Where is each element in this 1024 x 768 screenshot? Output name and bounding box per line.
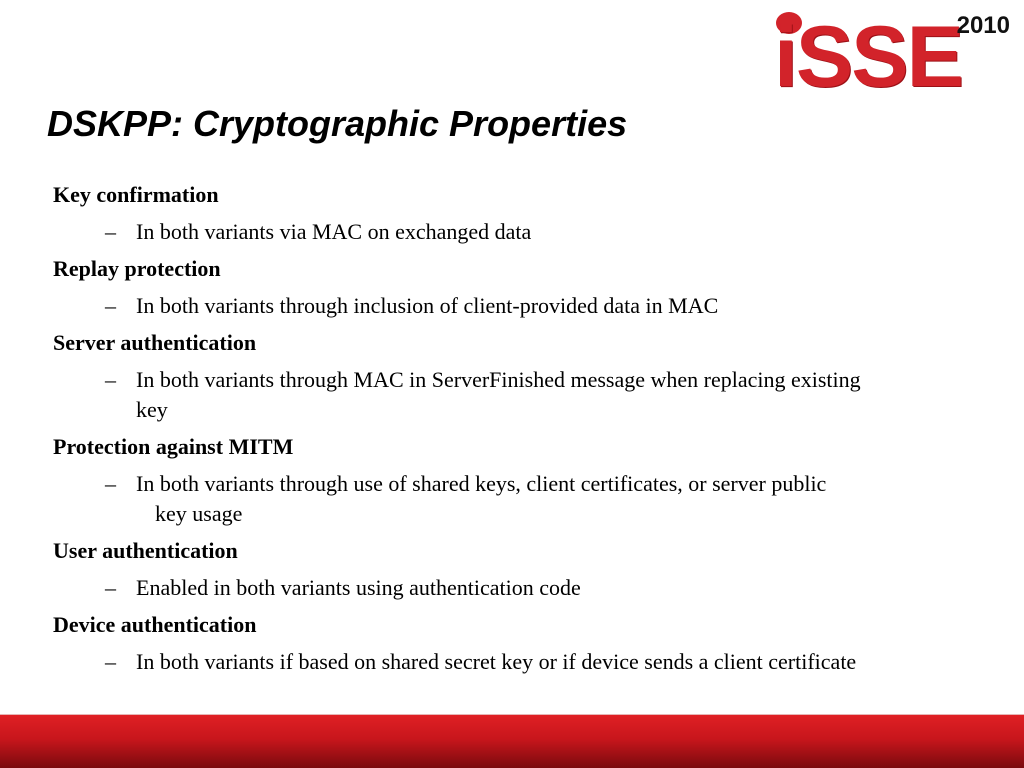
- bullet-dash: –: [105, 575, 116, 600]
- bullet-user-authentication: [53, 573, 876, 603]
- bullet-text: Enabled in both variants using authentication code: [136, 575, 581, 600]
- bullet-text-line1: In both variants through use of shared keys, client certificates, or server public: [136, 471, 827, 496]
- heading-user-authentication: User authentication: [53, 538, 238, 563]
- slide-title: DSKPP: Cryptographic Properties: [47, 103, 628, 144]
- bullet-dash: –: [105, 293, 116, 318]
- bullet-text: In both variants if based on shared secret key or if device sends a client certificate: [136, 649, 857, 674]
- bullet-dash: –: [105, 219, 116, 244]
- bullet-key-confirmation: [53, 217, 876, 247]
- heading-replay-protection: Replay protection: [53, 256, 221, 281]
- bullet-protection-against-mitm: [53, 469, 956, 529]
- bullet-dash: –: [105, 649, 116, 674]
- heading-key-confirmation: Key confirmation: [53, 182, 219, 207]
- logo-wordmark: iSSE: [774, 9, 962, 105]
- bullet-device-authentication: [53, 647, 876, 677]
- bullet-text: In both variants through MAC in ServerFinished message when replacing existing key: [136, 367, 861, 422]
- heading-device-authentication: Device authentication: [53, 612, 257, 637]
- bullet-text: In both variants through inclusion of client-provided data in MAC: [136, 293, 719, 318]
- bullet-text-line2: key usage: [155, 501, 243, 526]
- footer-bar: [0, 715, 1024, 768]
- isse-2010-logo: [774, 8, 1016, 105]
- heading-protection-against-mitm: Protection against MITM: [53, 434, 294, 459]
- bullet-dash: –: [105, 367, 116, 392]
- bullet-server-authentication: [53, 365, 876, 425]
- bullet-replay-protection: [53, 291, 876, 321]
- heading-server-authentication: Server authentication: [53, 330, 257, 355]
- logo-year: 2010: [956, 12, 1010, 39]
- bullet-text: In both variants via MAC on exchanged data: [136, 219, 532, 244]
- slide-content: [53, 180, 973, 684]
- bullet-dash: –: [105, 471, 116, 496]
